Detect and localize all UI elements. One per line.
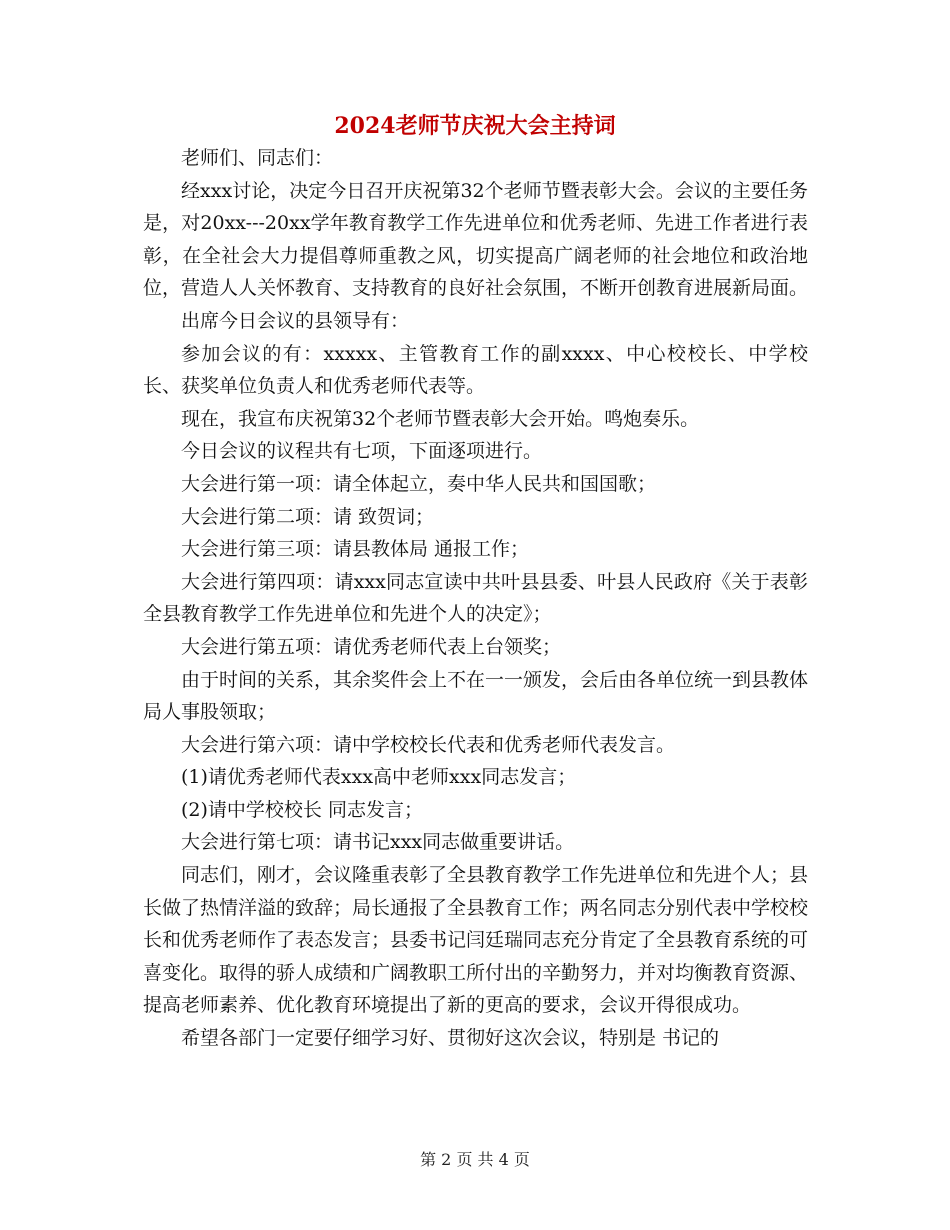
- paragraph-speech-2: (2)请中学校校长 同志发言；: [181, 798, 423, 821]
- paragraph-agenda-item-7: 大会进行第七项：请书记xxx同志做重要讲话。: [181, 831, 575, 854]
- document-title: 2024老师节庆祝大会主持词: [334, 113, 616, 139]
- paragraph-agenda-intro: 今日会议的议程共有七项，下面逐项进行。: [181, 440, 543, 463]
- page-number-footer: 第 2 页 共 4 页: [420, 1150, 530, 1169]
- paragraph-summary: 同志们，刚才，会议隆重表彰了全县教育教学工作先进单位和先进个人；县长做了热情洋溢的致辞；局长通报了全县教育工作；两名同志分别代表中学校校长和优秀老师作了表态发言；县委书记闫廷瑞同志充分肯定了全县教育系统的可喜变化。取得的骄人成绩和广阔教职工所付出的辛勤努力，并对均衡教育资源、提高老师素养、优化教育环境提出了新的更高的要求，会议开得很成功。: [143, 864, 809, 1017]
- paragraph-meeting-purpose: 经xxx讨论，决定今日召开庆祝第32个老师节暨表彰大会。会议的主要任务是，对20xx---20xx学年教育教学工作先进单位和优秀老师、先进工作者进行表彰，在全社会大力提倡尊师重教之风，切实提高广阔老师的社会地位和政治地位，营造人人关怀教育、支持教育的良好社会氛围，不断开创教育进展新局面。: [143, 179, 809, 300]
- paragraph-opening: 现在，我宣布庆祝第32个老师节暨表彰大会开始。鸣炮奏乐。: [181, 407, 700, 430]
- paragraph-agenda-item-5: 大会进行第五项：请优秀老师代表上台领奖；: [181, 635, 562, 658]
- paragraph-agenda-item-2: 大会进行第二项：请 致贺词；: [181, 505, 435, 528]
- paragraph-speech-1: (1)请优秀老师代表xxx高中老师xxx同志发言；: [181, 766, 577, 789]
- paragraph-agenda-item-6: 大会进行第六项：请中学校校长代表和优秀老师代表发言。: [181, 733, 676, 756]
- paragraph-agenda-item-3: 大会进行第三项：请县教体局 通报工作；: [181, 538, 530, 561]
- paragraph-salutation: 老师们、同志们：: [181, 147, 334, 169]
- paragraph-agenda-item-4: 大会进行第四项：请xxx同志宣读中共叶县县委、叶县人民政府《关于表彰全县教育教学工作先进单位和先进个人的决定》；: [143, 570, 808, 626]
- paragraph-closing-partial: 希望各部门一定要仔细学习好、贯彻好这次会议，特别是 书记的: [181, 1027, 720, 1050]
- paragraph-participants: 参加会议的有：xxxxx、主管教育工作的副xxxx、中心校校长、中学校长、获奖单位负责人和优秀老师代表等。: [143, 342, 808, 398]
- paragraph-agenda-item-1: 大会进行第一项：请全体起立，奏中华人民共和国国歌；: [181, 472, 657, 495]
- paragraph-attending-leaders: 出席今日会议的县领导有：: [181, 309, 410, 332]
- document-body: [143, 142, 808, 1055]
- paragraph-awards-note: 由于时间的关系，其余奖件会上不在一一颁发，会后由各单位统一到县教体局人事股领取；: [143, 668, 809, 724]
